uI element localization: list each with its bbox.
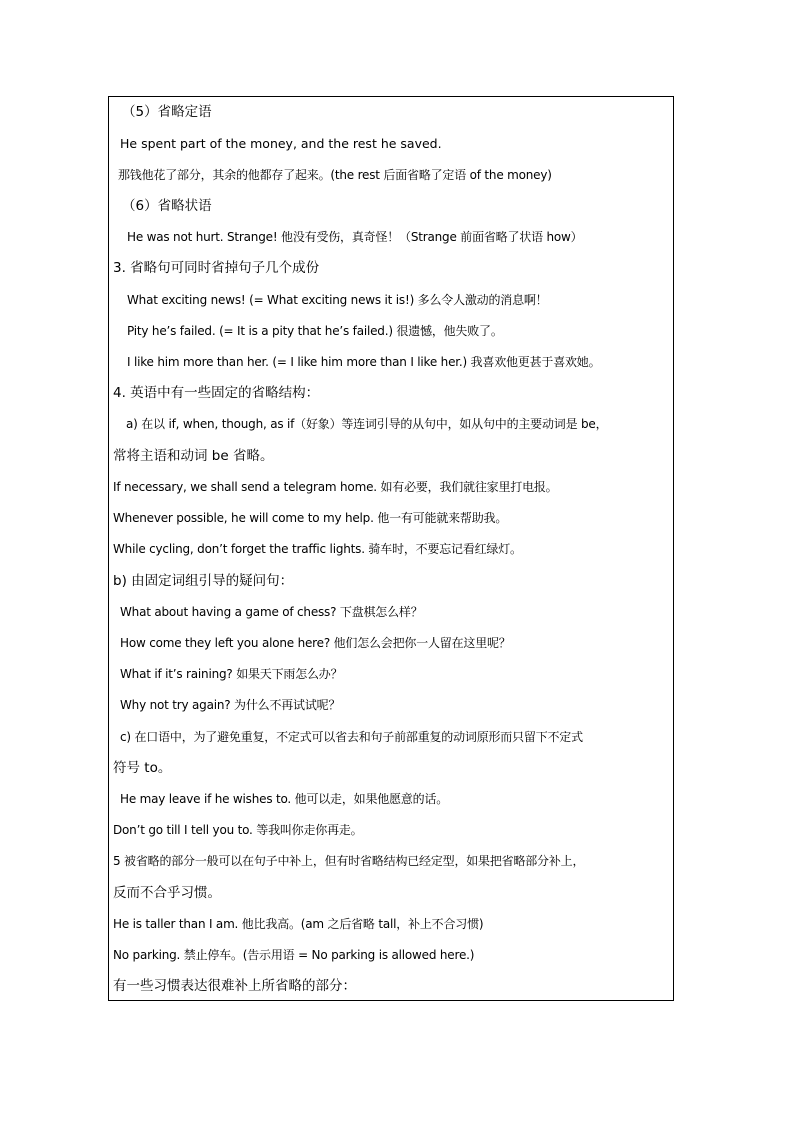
heading-section-3: 3. 省略句可同时省掉句子几个成份 bbox=[113, 260, 320, 276]
example-sentence: What if it’s raining? 如果天下雨怎么办？ bbox=[120, 667, 343, 681]
example-sentence: Whenever possible, he will come to my help. 他一有可能就来帮助我。 bbox=[113, 511, 508, 525]
rule-text: 反而不合乎习惯。 bbox=[113, 885, 221, 901]
example-sentence: He may leave if he wishes to. 他可以走，如果他愿意的话。 bbox=[120, 792, 449, 806]
example-sentence: What about having a game of chess? 下盘棋怎么样？ bbox=[120, 605, 423, 619]
heading-section-4: 4. 英语中有一些固定的省略结构： bbox=[113, 385, 320, 401]
heading-section-5: 5 被省略的部分一般可以在句子中补上，但有时省略结构已经定型，如果把省略部分补上， bbox=[113, 854, 585, 868]
example-sentence: I like him more than her. (= I like him more than I like her.) 我喜欢他更甚于喜欢她。 bbox=[127, 355, 601, 369]
heading-omit-adverbial: （6）省略状语 bbox=[122, 198, 212, 214]
example-sentence: He is taller than I am. 他比我高。(am 之后省略 tall，补上不合习惯) bbox=[113, 917, 484, 931]
example-sentence: He was not hurt. Strange! 他没有受伤，真奇怪！（Strange 前面省略了状语 how） bbox=[127, 230, 583, 244]
example-sentence: If necessary, we shall send a telegram home. 如有必要，我们就往家里打电报。 bbox=[113, 480, 558, 494]
subheading-b: b) 由固定词组引导的疑问句： bbox=[113, 573, 294, 589]
example-sentence: Why not try again? 为什么不再试试呢？ bbox=[120, 698, 341, 712]
heading-omit-attributive: （5）省略定语 bbox=[122, 104, 212, 120]
example-translation: 那钱他花了部分，其余的他都存了起来。(the rest 后面省略了定语 of the money) bbox=[118, 168, 552, 182]
example-sentence: What exciting news! (= What exciting news it is!) 多么令人激动的消息啊！ bbox=[127, 293, 548, 307]
example-sentence: Don’t go till I tell you to. 等我叫你走你再走。 bbox=[113, 823, 363, 837]
closing-note: 有一些习惯表达很难补上所省略的部分： bbox=[113, 978, 356, 994]
rule-text: a) 在以 if, when, though, as if（好象）等连词引导的从句中，如从句中的主要动词是 be， bbox=[126, 417, 608, 431]
rule-text: 符号 to。 bbox=[113, 760, 172, 776]
example-sentence: No parking. 禁止停车。(告示用语 = No parking is allowed here.) bbox=[113, 948, 475, 962]
example-sentence: While cycling, don’t forget the traffic lights. 骑车时，不要忘记看红绿灯。 bbox=[113, 542, 522, 556]
rule-text: 常将主语和动词 be 省略。 bbox=[113, 448, 274, 464]
rule-text: c) 在口语中，为了避免重复，不定式可以省去和句子前部重复的动词原形而只留下不定式 bbox=[120, 730, 583, 744]
example-sentence: Pity he’s failed. (= It is a pity that he’s failed.) 很遗憾，他失败了。 bbox=[127, 324, 503, 338]
example-sentence: He spent part of the money, and the rest he saved. bbox=[120, 136, 442, 151]
example-sentence: How come they left you alone here? 他们怎么会把你一人留在这里呢？ bbox=[120, 636, 511, 650]
